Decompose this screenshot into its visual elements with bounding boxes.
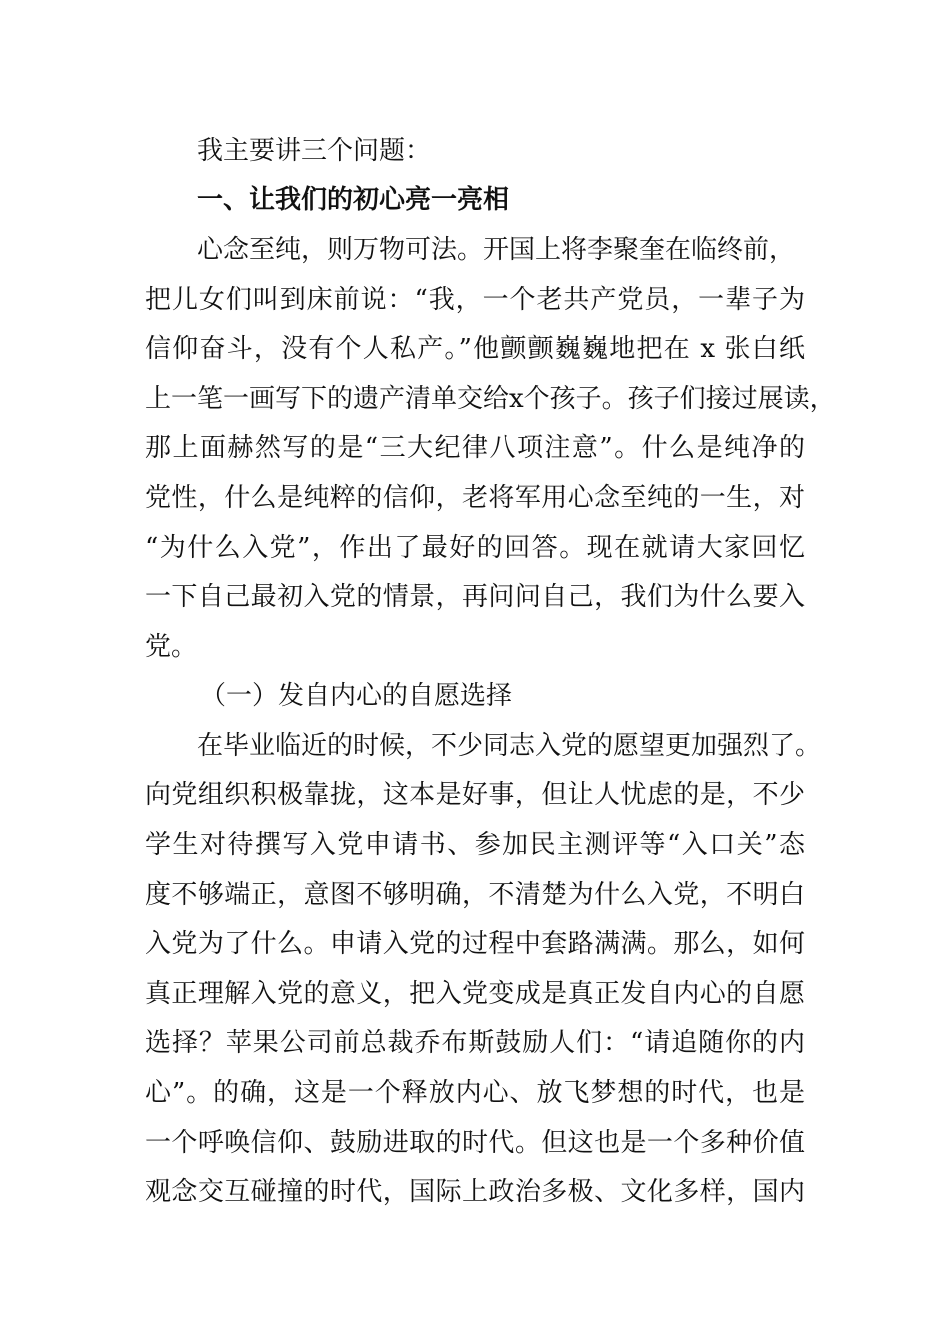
paragraph-line: 真正理解入党的意义，把入党变成是真正发自内心的自愿: [145, 979, 805, 1009]
paragraph-line: 学生对待撰写入党申请书、参加民主测评等“入口关”态: [145, 830, 805, 860]
intro-text: 我主要讲三个问题：: [197, 136, 432, 166]
paragraph-line: 观念交互碰撞的时代，国际上政治多极、文化多样，国内: [145, 1177, 805, 1207]
paragraph-line: 把儿女们叫到床前说：“我，一个老共产党员，一辈子为: [145, 285, 805, 315]
paragraph-line: 一下自己最初入党的情景，再问问自己，我们为什么要入: [145, 582, 805, 612]
paragraph-line: 向党组织积极靠拢，这本是好事，但让人忧虑的是，不少: [145, 780, 805, 810]
paragraph-line: 党性，什么是纯粹的信仰，老将军用心念至纯的一生，对: [145, 483, 805, 513]
paragraph-line: 那上面赫然写的是“三大纪律八项注意”。什么是纯净的: [145, 433, 805, 463]
paragraph-line: 度不够端正，意图不够明确，不清楚为什么入党，不明白: [145, 880, 805, 910]
subsection-heading: （一）发自内心的自愿选择: [200, 681, 513, 711]
paragraph-line: 上一笔一画写下的遗产清单交给x个孩子。孩子们接过展读，: [145, 384, 836, 414]
section-heading: 一、让我们的初心亮一亮相: [197, 185, 510, 215]
paragraph-line: 入党为了什么。申请入党的过程中套路满满。那么，如何: [145, 929, 805, 959]
paragraph-line: 在毕业临近的时候，不少同志入党的愿望更加强烈了。: [197, 731, 822, 761]
paragraph-line: 心念至纯，则万物可法。开国上将李聚奎在临终前，: [197, 235, 796, 265]
paragraph-line: “为什么入党”，作出了最好的回答。现在就请大家回忆: [145, 533, 805, 563]
paragraph-line: 一个呼唤信仰、鼓励进取的时代。但这也是一个多种价值: [145, 1128, 805, 1158]
paragraph-line: 党。: [145, 632, 198, 662]
paragraph-line: 选择？苹果公司前总裁乔布斯鼓励人们：“请追随你的内: [145, 1028, 805, 1058]
paragraph-line: 心”。的确，这是一个释放内心、放飞梦想的时代，也是: [145, 1078, 805, 1108]
paragraph-line: 信仰奋斗，没有个人私产。”他颤颤巍巍地把在 x 张白纸: [145, 334, 805, 364]
